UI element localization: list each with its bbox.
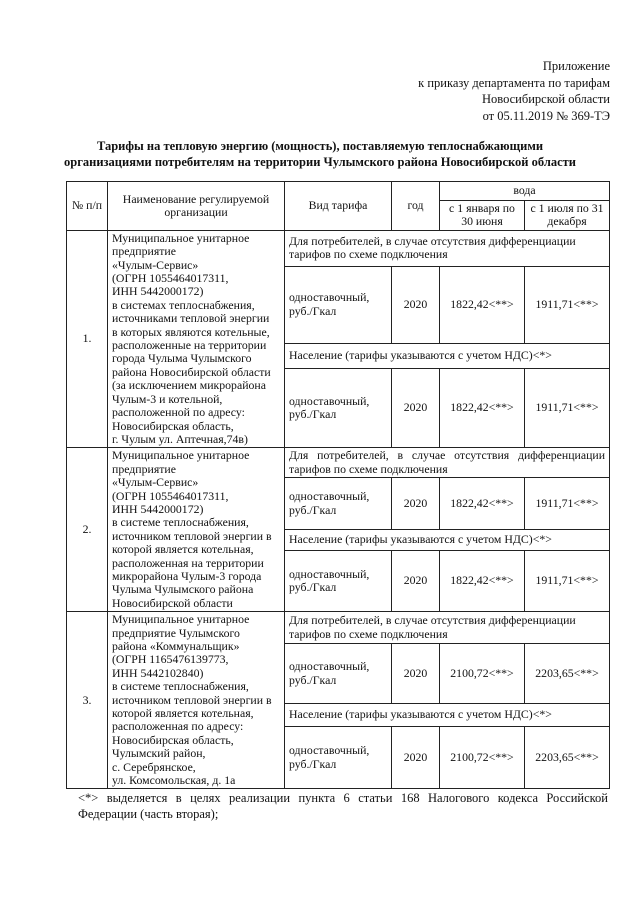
tariff-type-cell: одноставочный, руб./Гкал <box>285 643 392 704</box>
row-number: 2. <box>67 448 108 612</box>
header-tariff-type: Вид тарифа <box>285 182 392 231</box>
tariff-type-cell: одноставочный, руб./Гкал <box>285 478 392 530</box>
tariff-table <box>66 181 610 789</box>
tariff-value-period-2: 2203,65<**> <box>525 643 610 704</box>
header-group-water: вода <box>440 182 610 201</box>
tariff-value-period-1: 2100,72<**> <box>440 643 525 704</box>
appendix-line: от 05.11.2019 № 369-ТЭ <box>482 108 610 123</box>
header-org: Наименование регулируемой организации <box>108 182 285 231</box>
year-cell: 2020 <box>392 551 440 612</box>
document-title <box>40 138 600 170</box>
tariff-value-period-1: 1822,42<**> <box>440 368 525 447</box>
tariff-value-period-1: 1822,42<**> <box>440 266 525 343</box>
header-num: № п/п <box>67 182 108 231</box>
year-cell: 2020 <box>392 368 440 447</box>
tariff-value-period-2: 1911,71<**> <box>525 266 610 343</box>
header-year: год <box>392 182 440 231</box>
header-period-2: с 1 июля по 31 декабря <box>525 201 610 231</box>
header-period-1: с 1 января по 30 июня <box>440 201 525 231</box>
appendix-header <box>418 58 610 124</box>
tariff-type-cell: одноставочный, руб./Гкал <box>285 551 392 612</box>
title-line: организациями потребителям на территории Чулымского района Новосибирской области <box>64 155 576 169</box>
year-cell: 2020 <box>392 266 440 343</box>
appendix-line: Приложение <box>542 59 610 73</box>
row-number: 3. <box>67 612 108 789</box>
subheader-consumers: Для потребителей, в случае отсутствия дифференциации тарифов по схеме подключения <box>285 612 610 644</box>
tariff-value-period-2: 1911,71<**> <box>525 551 610 612</box>
tariff-value-period-1: 2100,72<**> <box>440 726 525 789</box>
year-cell: 2020 <box>392 478 440 530</box>
tariff-value-period-1: 1822,42<**> <box>440 478 525 530</box>
footnote: <*> выделяется в целях реализации пункта 6 статьи 168 Налогового кодекса Российской Федерации (часть вторая); <box>78 791 608 821</box>
row-number: 1. <box>67 230 108 448</box>
tariff-value-period-1: 1822,42<**> <box>440 551 525 612</box>
tariff-value-period-2: 2203,65<**> <box>525 726 610 789</box>
appendix-line: Новосибирской области <box>481 92 610 106</box>
subheader-population: Население (тарифы указываются с учетом НДС)<*> <box>285 704 610 726</box>
organization-name: Муниципальное унитарное предприятие Чулымского района «Коммунальщик» (ОГРН 1165476139773, ИНН 5442102840) в системе теплоснабжения, источником тепловой энергии в которой является котельная, расположенная по адресу: Новосибирская область, Чулымский район, с. Серебрянское, ул. Комсомольская, д. 1а <box>108 612 285 789</box>
title-line: Тарифы на тепловую энергию (мощность), поставляемую теплоснабжающими <box>96 139 544 153</box>
subheader-consumers: Для потребителей, в случае отсутствия дифференциации тарифов по схеме подключения <box>285 230 610 266</box>
year-cell: 2020 <box>392 643 440 704</box>
tariff-type-cell: одноставочный, руб./Гкал <box>285 368 392 447</box>
tariff-value-period-2: 1911,71<**> <box>525 478 610 530</box>
tariff-type-cell: одноставочный, руб./Гкал <box>285 266 392 343</box>
organization-name: Муниципальное унитарное предприятие «Чулым-Сервис» (ОГРН 1055464017311, ИНН 5442000172) в системах теплоснабжения, источниками тепловой энергии в которых являются котельные, расположенные на территории города Чулыма Чулымского района Новосибирской области (за исключением микрорайона Чулым-3 и котельной, расположенной по адресу: Новосибирская область, г. Чулым ул. Аптечная,74в) <box>108 230 285 448</box>
subheader-population: Население (тарифы указываются с учетом НДС)<*> <box>285 343 610 368</box>
organization-name: Муниципальное унитарное предприятие «Чулым-Сервис» (ОГРН 1055464017311, ИНН 5442000172) в системе теплоснабжения, источником тепловой энергии в которой является котельная, расположенная на территории микрорайона Чулым-3 города Чулыма Чулымского района Новосибирской области <box>108 448 285 612</box>
year-cell: 2020 <box>392 726 440 789</box>
subheader-consumers: Для потребителей, в случае отсутствия дифференциации тарифов по схеме подключения <box>285 448 610 478</box>
tariff-value-period-2: 1911,71<**> <box>525 368 610 447</box>
subheader-population: Население (тарифы указываются с учетом НДС)<*> <box>285 530 610 551</box>
appendix-line: к приказу департамента по тарифам <box>418 75 610 90</box>
tariff-type-cell: одноставочный, руб./Гкал <box>285 726 392 789</box>
